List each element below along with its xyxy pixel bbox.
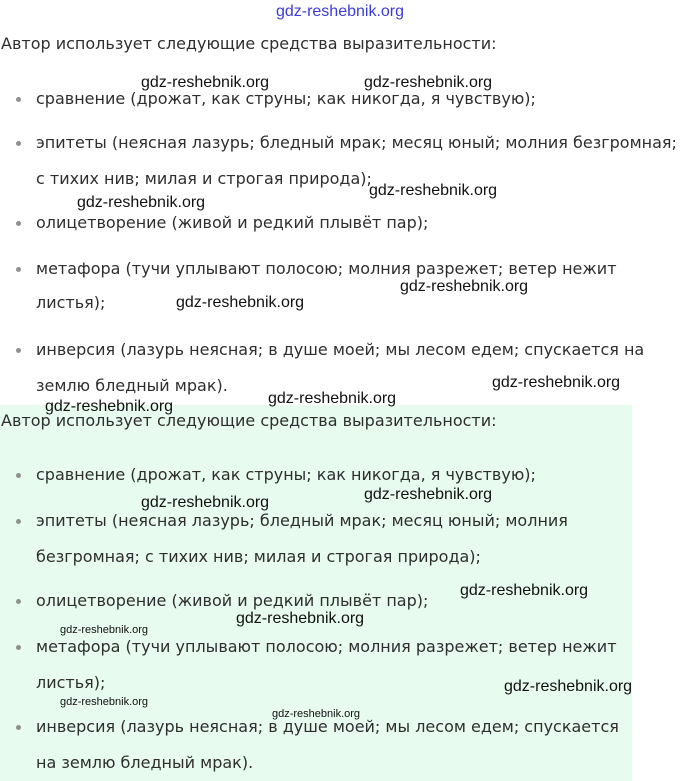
watermark: gdz-reshebnik.org	[77, 194, 206, 211]
watermark: gdz-reshebnik.org	[141, 494, 270, 511]
watermark: gdz-reshebnik.org	[369, 182, 498, 199]
watermark: gdz-reshebnik.org	[176, 294, 305, 311]
intro-text: Автор использует следующие средства выразительности:	[1, 34, 497, 53]
watermark: gdz-reshebnik.org	[45, 398, 174, 415]
bullet-icon	[16, 473, 21, 478]
watermark: gdz-reshebnik.org	[364, 74, 493, 91]
intro-text: Автор использует следующие средства выразительности:	[1, 411, 497, 430]
watermark: gdz-reshebnik.org	[272, 708, 361, 720]
answer-block-1: Автор использует следующие средства выразительности: сравнение (дрожат, как струны; как никогда, я чувствую); эпитеты (неясная лазурь; бледный мрак; месяц юный; молния безгромная; с тихих нив; милая и строгая природа); олицетворение (живой и редкий плывёт пар); метафора (тучи уплывают полосою; молния разрежет; ветер нежит листья); инверсия (лазурь неясная; в душе моей; мы лесом едем; спускается на землю бледный мрак).	[1, 34, 677, 395]
watermark: gdz-reshebnik.org	[364, 486, 493, 503]
watermark: gdz-reshebnik.org	[60, 624, 149, 636]
bullet-icon	[16, 141, 21, 146]
watermark: gdz-reshebnik.org	[141, 74, 270, 91]
bullet-icon	[16, 221, 21, 226]
watermark: gdz-reshebnik.org	[400, 278, 529, 295]
watermark: gdz-reshebnik.org	[492, 374, 621, 391]
watermark: gdz-reshebnik.org	[460, 582, 589, 599]
site-header[interactable]: gdz-reshebnik.org	[275, 3, 405, 20]
watermark: gdz-reshebnik.org	[60, 696, 149, 708]
bullet-icon	[16, 267, 21, 272]
watermark: gdz-reshebnik.org	[236, 610, 365, 627]
bullet-icon	[16, 599, 21, 604]
bullet-icon	[16, 97, 21, 102]
bullet-icon	[16, 519, 21, 524]
answer-block-2: Автор использует следующие средства выразительности: сравнение (дрожат, как струны; как никогда, я чувствую); эпитеты (неясная лазурь; бледный мрак; месяц юный; молния безгромная; с тихих нив; милая и строгая природа); олицетворение (живой и редкий плывёт пар); метафора (тучи уплывают полосою; молния разрежет; ветер нежит листья); инверсия (лазурь неясная; в душе моей; мы лесом едем; спускается на землю бледный мрак).	[0, 405, 632, 781]
bullet-icon	[16, 348, 21, 353]
watermark: gdz-reshebnik.org	[504, 678, 633, 695]
watermark: gdz-reshebnik.org	[268, 390, 397, 407]
bullet-icon	[16, 725, 21, 730]
bullet-icon	[16, 645, 21, 650]
